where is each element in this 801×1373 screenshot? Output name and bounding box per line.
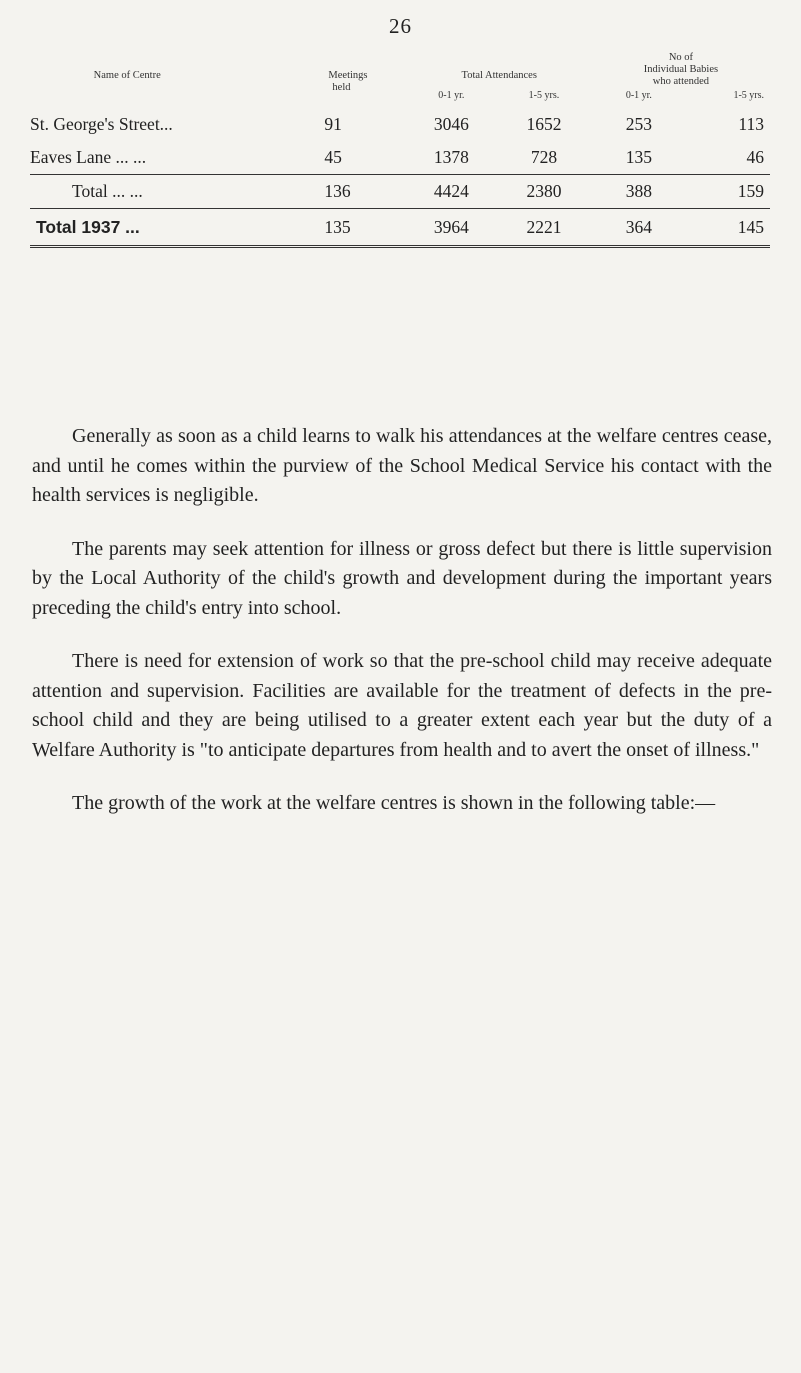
- cell-meetings: 135: [324, 209, 406, 247]
- table-header-row: [30, 52, 770, 88]
- cell-att-0-1: 3964: [407, 209, 496, 247]
- paragraph: Generally as soon as a child learns to walk his attendances at the welfare centres cease, and until he comes within the purview of the School Medical Service his contact with the health services is negligible.: [32, 425, 772, 506]
- header-meetings-line2: held: [332, 82, 351, 93]
- paragraph: The growth of the work at the welfare centres is shown in the following table:—: [72, 792, 716, 814]
- header-babies: [592, 52, 770, 88]
- table-row: [30, 108, 770, 141]
- cell-bab-1-5: 113: [738, 114, 764, 134]
- cell-att-0-1: 1378: [407, 141, 496, 175]
- subheader-att-0-1: 0-1 yr.: [438, 90, 465, 101]
- cell-bab-0-1: 135: [592, 141, 686, 175]
- header-attendances: Total Attendances: [461, 70, 537, 81]
- body-text: [32, 422, 772, 843]
- table-row-total: [30, 175, 770, 209]
- page-number: 26: [389, 14, 412, 38]
- cell-att-0-1: 3046: [433, 114, 469, 134]
- cell-name: Total 1937 ...: [30, 209, 324, 247]
- cell-bab-0-1: 253: [625, 114, 652, 134]
- cell-bab-1-5: 46: [686, 141, 770, 175]
- cell-name: Eaves Lane ... ...: [30, 141, 324, 175]
- paragraph: There is need for extension of work so that the pre-school child may receive adequate attention and supervision. Facilities are available for the treatment of defects in the pre-school child and they are being utilised to a greater extent each year but the duty of a Welfare Authority is "to anticipate departures from health and to avert the onset of illness.": [32, 650, 772, 761]
- header-babies-line1: No of: [668, 52, 694, 63]
- cell-bab-0-1: 388: [592, 175, 686, 209]
- cell-bab-1-5: 159: [686, 175, 770, 209]
- attendance-table: [30, 52, 770, 248]
- cell-meetings: 136: [324, 175, 406, 209]
- paragraph: The parents may seek attention for illness or gross defect but there is little supervision by the Local Authority of the child's growth and development during the important years preceding the child's entry into school.: [32, 537, 772, 619]
- cell-att-1-5: 728: [496, 141, 592, 175]
- header-babies-line2: Individual Babies: [643, 64, 719, 75]
- header-meetings: [324, 52, 406, 108]
- cell-att-1-5: 1652: [526, 114, 562, 134]
- table-row: [30, 141, 770, 175]
- cell-bab-0-1: 364: [592, 209, 686, 247]
- cell-bab-1-5: 145: [686, 209, 770, 247]
- cell-att-1-5: 2380: [496, 175, 592, 209]
- cell-meetings: 45: [324, 141, 406, 175]
- cell-att-1-5: 2221: [496, 209, 592, 247]
- header-meetings-line1: Meetings: [328, 70, 368, 81]
- subheader-att-1-5: 1-5 yrs.: [528, 90, 560, 101]
- cell-meetings: 91: [324, 114, 342, 134]
- cell-att-0-1: 4424: [407, 175, 496, 209]
- cell-name: Total ... ...: [30, 175, 324, 209]
- table-row-total-1937: [30, 209, 770, 247]
- subheader-bab-1-5: 1-5 yrs.: [733, 90, 764, 101]
- header-babies-line3: who attended: [652, 76, 710, 87]
- header-centre: Name of Centre: [93, 70, 161, 81]
- subheader-bab-0-1: 0-1 yr.: [625, 90, 652, 101]
- cell-name: St. George's Street...: [30, 114, 173, 134]
